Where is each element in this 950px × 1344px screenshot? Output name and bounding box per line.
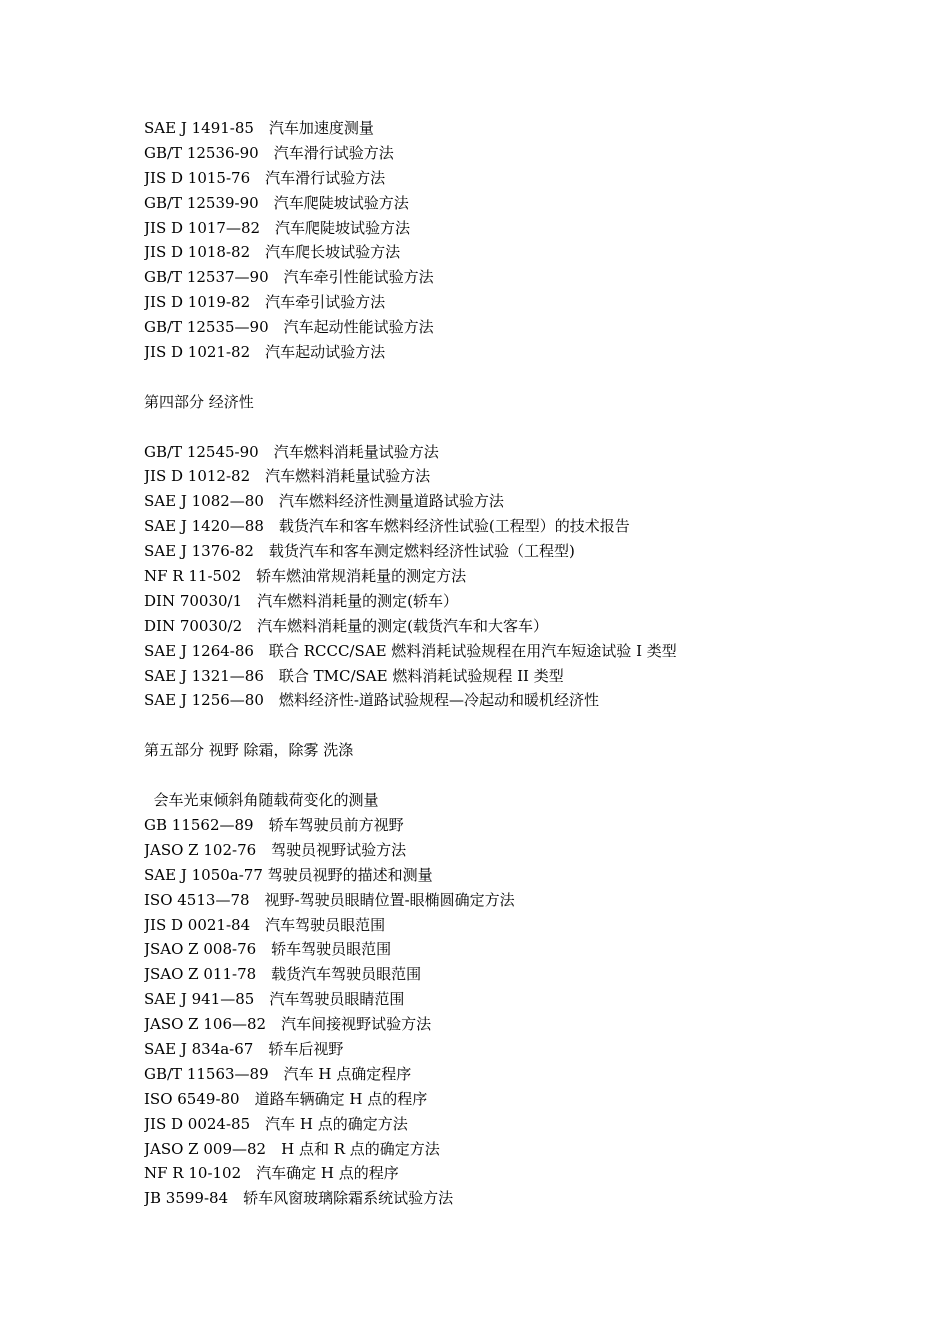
list-item: JASO Z 009—82 H 点和 R 点的确定方法 — [144, 1139, 440, 1158]
list-item: JASO Z 102-76 驾驶员视野试验方法 — [144, 840, 407, 859]
list-item: JIS D 1019-82 汽车牵引试验方法 — [144, 293, 386, 312]
list-item: SAE J 941—85 汽车驾驶员眼睛范围 — [144, 990, 405, 1009]
list-item: SAE J 1050a-77 驾驶员视野的描述和测量 — [144, 865, 433, 884]
list-item: GB/T 12537—90 汽车牵引性能试验方法 — [144, 268, 434, 287]
list-item: SAE J 1376-82 载货汽车和客车测定燃料经济性试验（工程型) — [144, 542, 575, 561]
section-five-heading: 第五部分 视野 除霜，除雾 洗涤 — [144, 741, 354, 760]
list-item: JSAO Z 008-76 轿车驾驶员眼范围 — [144, 940, 392, 959]
section-four-list — [144, 440, 904, 714]
list-item: JIS D 1012-82 汽车燃料消耗量试验方法 — [144, 467, 431, 486]
list-item: NF R 11-502 轿车燃油常规消耗量的测定方法 — [144, 567, 467, 586]
list-item: DIN 70030/1 汽车燃料消耗量的测定(轿车） — [144, 591, 459, 610]
list-item: 会车光束倾斜角随载荷变化的测量 — [144, 791, 379, 810]
list-item: SAE J 1420—88 载货汽车和客车燃料经济性试验(工程型）的技术报告 — [144, 517, 630, 536]
list-item: SAE J 1321—86 联合 TMC/SAE 燃料消耗试验规程 II 类型 — [144, 666, 564, 685]
list-item: SAE J 1256—80 燃料经济性-道路试验规程—冷起动和暖机经济性 — [144, 691, 599, 710]
section-three-list — [144, 116, 904, 365]
section-five-list — [144, 788, 904, 1211]
section-four-heading: 第四部分 经济性 — [144, 392, 254, 411]
document-page — [144, 116, 904, 1211]
list-item: GB/T 12535—90 汽车起动性能试验方法 — [144, 318, 434, 337]
list-item: JIS D 1015-76 汽车滑行试验方法 — [144, 168, 386, 187]
list-item: SAE J 1082—80 汽车燃料经济性测量道路试验方法 — [144, 492, 504, 511]
list-item: ISO 4513—78 视野-驾驶员眼睛位置-眼椭圆确定方法 — [144, 890, 515, 909]
list-item: SAE J 834a-67 轿车后视野 — [144, 1039, 344, 1058]
list-item: JSAO Z 011-78 载货汽车驾驶员眼范围 — [144, 965, 422, 984]
list-item: GB/T 12545-90 汽车燃料消耗量试验方法 — [144, 442, 439, 461]
list-item: JIS D 1018-82 汽车爬长坡试验方法 — [144, 243, 401, 262]
list-item: JB 3599-84 轿车风窗玻璃除霜系统试验方法 — [144, 1189, 454, 1208]
list-item: SAE J 1491-85 汽车加速度测量 — [144, 119, 374, 137]
list-item: DIN 70030/2 汽车燃料消耗量的测定(载货汽车和大客车） — [144, 616, 549, 635]
list-item: GB/T 12539-90 汽车爬陡坡试验方法 — [144, 193, 409, 212]
list-item: JIS D 1017—82 汽车爬陡坡试验方法 — [144, 218, 411, 237]
list-item: JASO Z 106—82 汽车间接视野试验方法 — [144, 1015, 432, 1034]
list-item: JIS D 0024-85 汽车 H 点的确定方法 — [144, 1114, 408, 1133]
list-item: GB/T 12536-90 汽车滑行试验方法 — [144, 143, 394, 162]
list-item: GB/T 11563—89 汽车 H 点确定程序 — [144, 1064, 412, 1083]
list-item: SAE J 1264-86 联合 RCCC/SAE 燃料消耗试验规程在用汽车短途试验 I 类型 — [144, 641, 677, 660]
list-item: ISO 6549-80 道路车辆确定 H 点的程序 — [144, 1089, 428, 1108]
list-item: GB 11562—89 轿车驾驶员前方视野 — [144, 815, 404, 834]
list-item: JIS D 0021-84 汽车驾驶员眼范围 — [144, 915, 386, 934]
list-item: NF R 10-102 汽车确定 H 点的程序 — [144, 1164, 399, 1183]
list-item: JIS D 1021-82 汽车起动试验方法 — [144, 343, 386, 362]
